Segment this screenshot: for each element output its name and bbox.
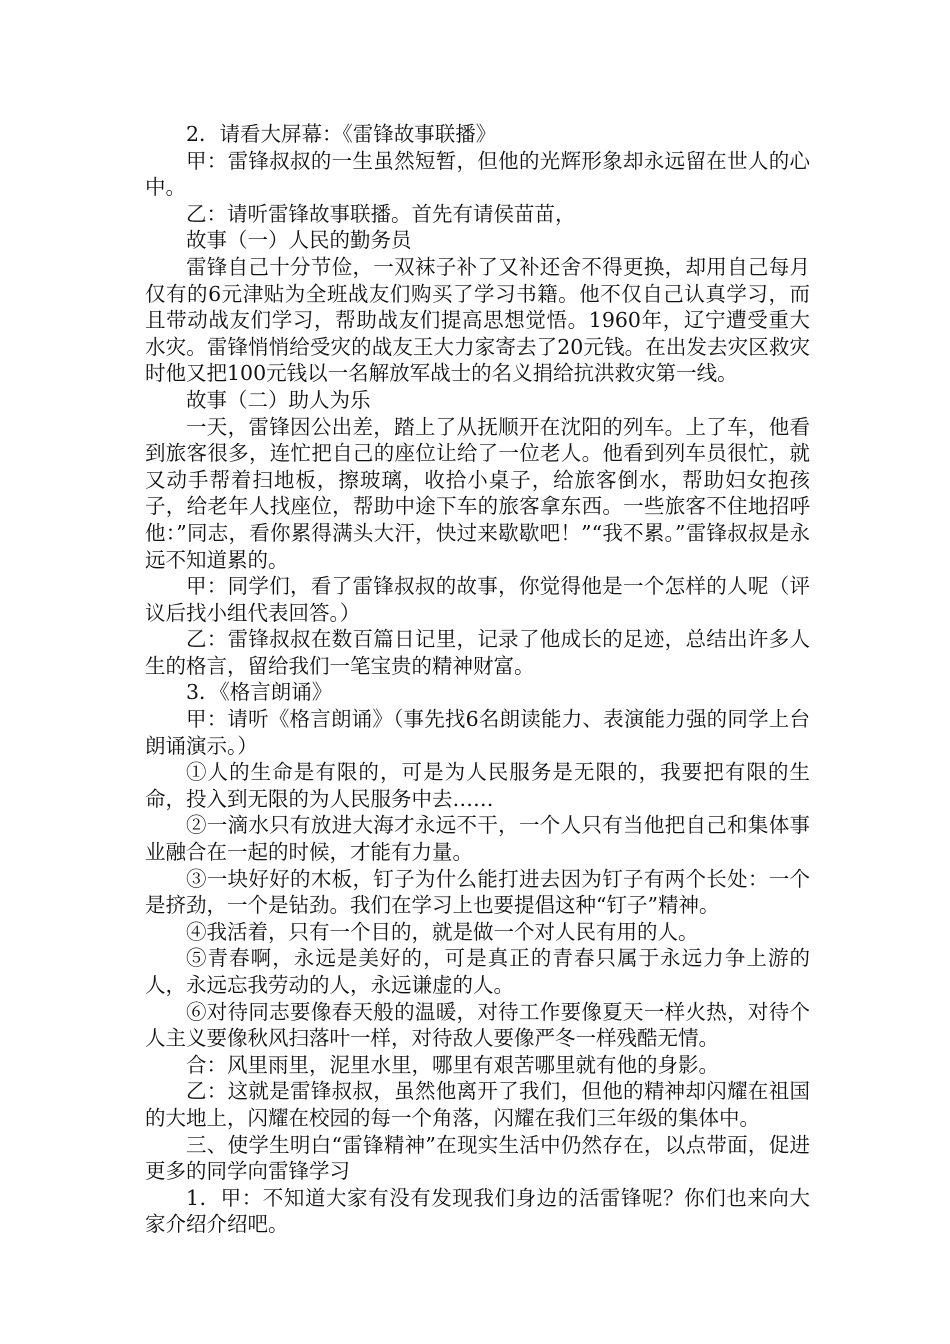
paragraph-jia-living-leifeng: 1．甲：不知道大家有没有发现我们身边的活雷锋呢？你们也来向大家介绍介绍吧。 <box>145 1185 810 1237</box>
section-heading-part-three: 三、使学生明白“雷锋精神”在现实生活中仍然存在，以点带面，促进更多的同学向雷锋学习 <box>145 1132 810 1184</box>
quote-item-2: ②一滴水只有放进大海才永远不干，一个人只有当他把自己和集体事业融合在一起的时候，才能有力量。 <box>145 813 810 865</box>
quote-item-3: ③一块好好的木板，钉子为什么能打进去因为钉子有两个长处：一个是挤劲，一个是钻劲。我们在学习上也要提倡这种“钉子”精神。 <box>145 866 810 918</box>
paragraph-chorus: 合：风里雨里，泥里水里，哪里有艰苦哪里就有他的身影。 <box>186 1052 719 1077</box>
quote-item-6: ⑥对待同志要像春天般的温暖，对待工作要像夏天一样火热，对待个人主义要像秋风扫落叶一样，对待敌人要像严冬一样残酷无情。 <box>145 999 810 1051</box>
section-heading-quotes: 3．《格言朗诵》 <box>186 680 333 705</box>
paragraph-yi-diary: 乙：雷锋叔叔在数百篇日记里，记录了他成长的足迹，总结出许多人生的格言，留给我们一笔宝贵的精神财富。 <box>145 627 810 678</box>
paragraph-yi-conclusion: 乙：这就是雷锋叔叔，虽然他离开了我们，但他的精神却闪耀在祖国的大地上，闪耀在校园的每一个角落，闪耀在我们三年级的集体中。 <box>145 1079 810 1130</box>
story-two-title: 故事（二）助人为乐 <box>186 387 371 412</box>
story-one-title: 故事（一）人民的勤务员 <box>186 228 412 253</box>
story-two-body: 一天，雷锋因公出差，踏上了从抚顺开在沈阳的列车。上了车，他看到旅客很多，连忙把自己的座位让给了一位老人。他看到列车员很忙，就又动手帮着扫地板，擦玻璃，收拾小桌子，给旅客倒水，帮助妇女抱孩子，给老年人找座位，帮助中途下车的旅客拿东西。一些旅客不住地招呼他：”同志，看你累得满头大汗，快过来歇歇吧！”“我不累。”雷锋叔叔是永远不知道累的。 <box>145 414 810 572</box>
story-one-body: 雷锋自己十分节俭，一双袜子补了又补还舍不得更换，却用自己每月仅有的6元津贴为全班战友们购买了学习书籍。他不仅自己认真学习，而且带动战友们学习，帮助战友们提高思想觉悟。1960年，辽宁遭受重大水灾。雷锋悄悄给受灾的战友王大力家寄去了20元钱。在出发去灾区救灾时他又把100元钱以一名解放军战士的名义捐给抗洪救灾第一线。 <box>145 254 810 386</box>
section-heading-story-broadcast: 2．请看大屏幕：《雷锋故事联播》 <box>186 122 497 146</box>
paragraph-jia-quotes-intro: 甲：请听《格言朗诵》（事先找6名朗读能力、表演能力强的同学上台朗诵演示。） <box>145 707 810 758</box>
quote-item-4: ④我活着，只有一个目的，就是做一个对人民有用的人。 <box>186 919 699 944</box>
paragraph-jia-question: 甲：同学们，看了雷锋叔叔的故事，你觉得他是一个怎样的人呢（评议后找小组代表回答。） <box>145 574 810 625</box>
quote-item-5: ⑤青春啊，永远是美好的，可是真正的青春只属于永远力争上游的人，永远忘我劳动的人，永远谦虚的人。 <box>145 946 810 997</box>
quote-item-1: ①人的生命是有限的，可是为人民服务是无限的，我要把有限的生命，投入到无限的为人民服务中去…… <box>145 760 810 811</box>
document-body <box>145 121 810 1238</box>
paragraph-jia-intro: 甲：雷锋叔叔的一生虽然短暂，但他的光辉形象却永远留在世人的心中。 <box>145 148 810 200</box>
paragraph-yi-intro: 乙：请听雷锋故事联播。首先有请侯苗苗， <box>186 201 576 226</box>
